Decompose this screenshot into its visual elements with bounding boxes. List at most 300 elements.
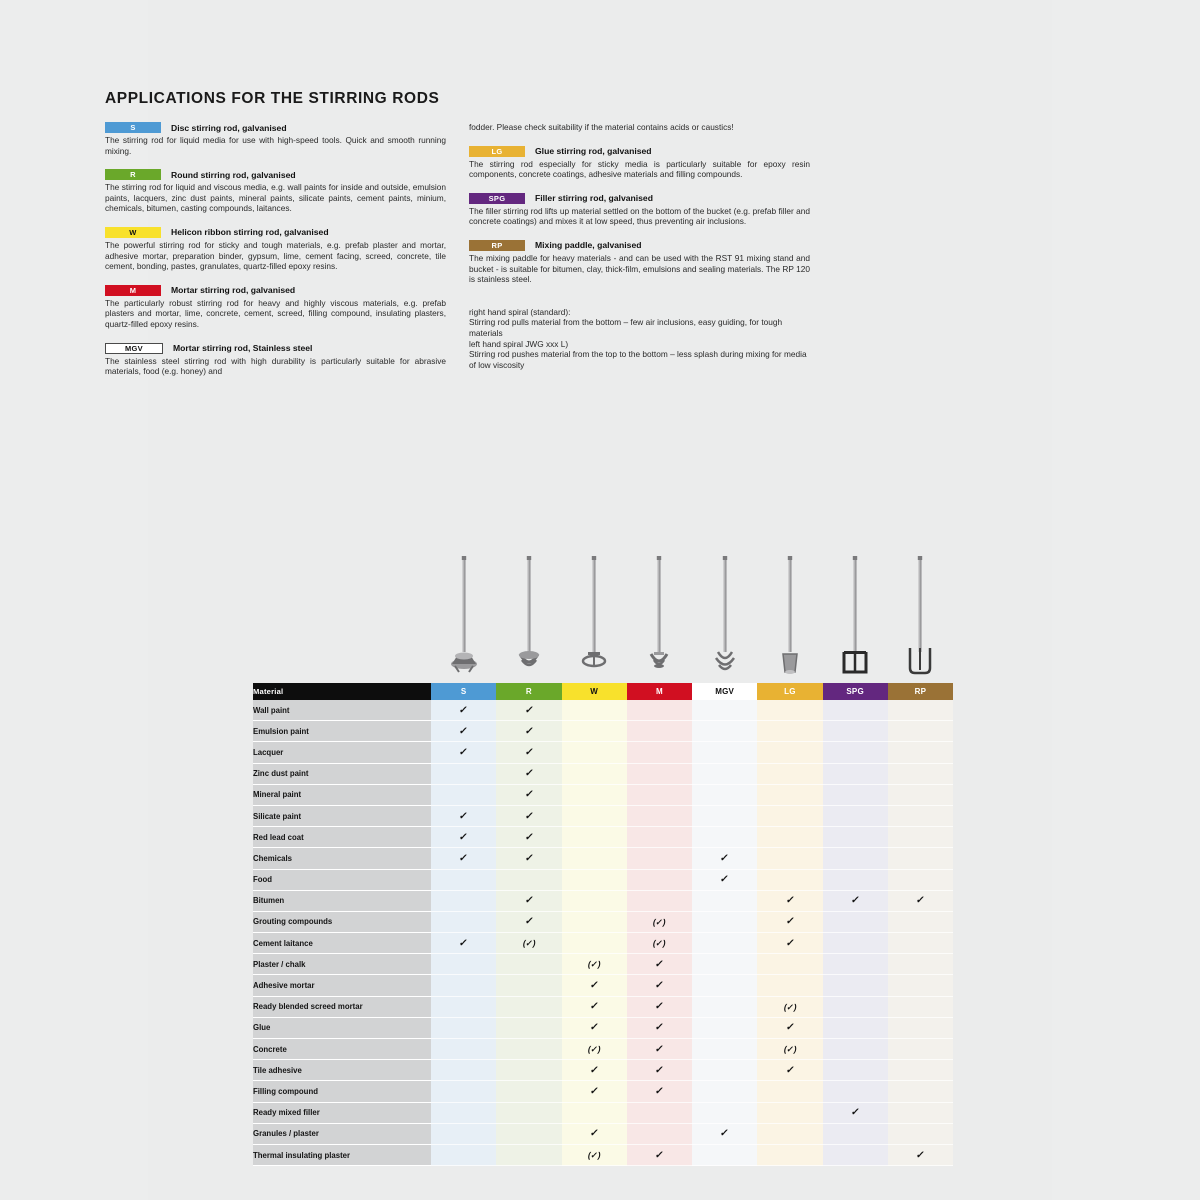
matrix-material-name: Zinc dust paint (253, 763, 431, 784)
legend-badge-mgv: MGV (105, 343, 163, 354)
matrix-cell-spg (823, 911, 888, 932)
rod-rp-illustration (889, 548, 951, 684)
matrix-cell-r (496, 975, 561, 996)
matrix-cell-rp (888, 911, 953, 932)
legend-entry-r (105, 169, 446, 214)
check-icon: ✓ (654, 1064, 665, 1076)
legend-badge-r: R (105, 169, 161, 180)
table-row (253, 1102, 953, 1123)
matrix-cell-mgv (692, 848, 757, 869)
partial-check-icon: (✓) (652, 938, 667, 949)
matrix-cell-s (431, 1144, 496, 1165)
rod-spg-illustration (824, 548, 886, 684)
partial-check-icon: (✓) (586, 1150, 602, 1161)
matrix-cell-spg (823, 848, 888, 869)
rod-r-illustration (498, 548, 560, 684)
legend-column-left (105, 122, 446, 377)
table-row (253, 890, 953, 911)
matrix-cell-w (562, 742, 627, 763)
matrix-material-name: Cement laitance (253, 933, 431, 954)
matrix-cell-w (562, 1102, 627, 1123)
legend-entry-title: Filler stirring rod, galvanised (535, 193, 653, 204)
matrix-material-name: Mineral paint (253, 784, 431, 805)
legend-entry-body: The filler stirring rod lifts up material settled on the bottom of the bucket (e.g. prefab filler and concrete coatings) and mixes it at low speed, thus preventing air inclusions. (469, 205, 810, 227)
matrix-cell-rp (888, 1039, 953, 1060)
check-icon: ✓ (784, 916, 796, 928)
matrix-cell-m (627, 700, 692, 721)
matrix-material-name: Wall paint (253, 700, 431, 721)
matrix-material-name: Glue (253, 1017, 431, 1038)
matrix-cell-m (627, 869, 692, 890)
matrix-cell-spg (823, 933, 888, 954)
matrix-cell-lg (757, 784, 822, 805)
legend-entry-w (105, 227, 446, 272)
matrix-cell-spg (823, 1123, 888, 1144)
matrix-cell-w (562, 784, 627, 805)
matrix-cell-s (431, 742, 496, 763)
matrix-cell-lg (757, 1102, 822, 1123)
matrix-cell-r (496, 763, 561, 784)
partial-check-icon: (✓) (782, 1044, 798, 1055)
matrix-cell-mgv (692, 933, 757, 954)
matrix-cell-m (627, 1123, 692, 1144)
spiral-note-line: Stirring rod pushes material from the top to the bottom – less splash during mixing for media of low viscosity (469, 349, 807, 370)
matrix-cell-s (431, 721, 496, 742)
matrix-cell-rp (888, 975, 953, 996)
matrix-material-name: Ready blended screed mortar (253, 996, 431, 1017)
legend-badge-s: S (105, 122, 161, 133)
matrix-cell-rp (888, 1060, 953, 1081)
matrix-cell-m (627, 1102, 692, 1123)
legend-entry-body: The stirring rod for liquid and viscous media, e.g. wall paints for inside and outside, emulsion paints, lacquers, zinc dust paints, mineral paints, silicate paints, cement paints, minium, chemicals, bitumen, casting compounds, laitances. (105, 182, 446, 214)
matrix-cell-mgv (692, 869, 757, 890)
check-icon: ✓ (719, 1128, 730, 1140)
matrix-material-name: Filling compound (253, 1081, 431, 1102)
matrix-cell-s (431, 1081, 496, 1102)
legend-entry-title: Mortar stirring rod, galvanised (171, 285, 296, 296)
matrix-cell-mgv (692, 700, 757, 721)
table-row (253, 869, 953, 890)
matrix-cell-r (496, 1123, 561, 1144)
check-icon: ✓ (458, 852, 469, 864)
rod-s-illustration (433, 548, 495, 684)
check-icon: ✓ (523, 704, 535, 716)
matrix-cell-mgv (692, 721, 757, 742)
matrix-cell-mgv (692, 742, 757, 763)
partial-check-icon: (✓) (586, 1044, 602, 1055)
matrix-cell-s (431, 933, 496, 954)
rod-mgv-illustration (694, 548, 756, 684)
legend-entry-body: The stirring rod especially for sticky media is particularly suitable for epoxy resin components, concrete coatings, adhesive materials and filling compounds. (469, 158, 810, 180)
matrix-cell-mgv (692, 1060, 757, 1081)
matrix-cell-rp (888, 700, 953, 721)
matrix-cell-rp (888, 954, 953, 975)
matrix-cell-m (627, 1144, 692, 1165)
matrix-cell-m (627, 996, 692, 1017)
matrix-cell-lg (757, 700, 822, 721)
check-icon: ✓ (915, 1149, 926, 1161)
matrix-cell-r (496, 805, 561, 826)
matrix-cell-r (496, 721, 561, 742)
check-icon: ✓ (458, 937, 469, 949)
table-row (253, 848, 953, 869)
matrix-cell-mgv (692, 827, 757, 848)
matrix-cell-w (562, 975, 627, 996)
matrix-cell-spg (823, 805, 888, 826)
matrix-cell-s (431, 827, 496, 848)
matrix-cell-w (562, 933, 627, 954)
spiral-note-line: Stirring rod pulls material from the bottom – few air inclusions, easy guiding, for tough materials (469, 317, 783, 338)
stirring-rod-illustrations (253, 548, 953, 684)
matrix-material-name: Grouting compounds (253, 911, 431, 932)
matrix-cell-w (562, 1017, 627, 1038)
check-icon: ✓ (523, 895, 535, 907)
legend-entry-lg (469, 146, 810, 180)
check-icon: ✓ (589, 1001, 600, 1013)
matrix-cell-m (627, 805, 692, 826)
matrix-cell-w (562, 1123, 627, 1144)
matrix-cell-rp (888, 784, 953, 805)
table-row (253, 700, 953, 721)
matrix-cell-spg (823, 1060, 888, 1081)
matrix-cell-r (496, 911, 561, 932)
legend-entry-header (469, 146, 810, 157)
matrix-material-name: Concrete (253, 1039, 431, 1060)
table-row (253, 911, 953, 932)
matrix-cell-spg (823, 742, 888, 763)
matrix-header-lg: LG (757, 683, 822, 700)
matrix-header-material: Material (253, 683, 431, 700)
matrix-cell-rp (888, 827, 953, 848)
rod-m-illustration (628, 548, 690, 684)
matrix-material-name: Thermal insulating plaster (253, 1144, 431, 1165)
matrix-header-m: M (627, 683, 692, 700)
table-row (253, 1060, 953, 1081)
matrix-cell-spg (823, 1039, 888, 1060)
legend-entry-header (105, 169, 446, 180)
matrix-cell-r (496, 890, 561, 911)
check-icon: ✓ (523, 725, 535, 737)
legend-entry-body: The stainless steel stirring rod with high durability is particularly suitable for abrasive materials, food (e.g. honey) and (105, 355, 446, 377)
matrix-cell-lg (757, 1039, 822, 1060)
matrix-cell-s (431, 848, 496, 869)
matrix-cell-r (496, 1039, 561, 1060)
matrix-material-name: Ready mixed filler (253, 1102, 431, 1123)
matrix-cell-s (431, 975, 496, 996)
table-row (253, 1081, 953, 1102)
matrix-header-mgv: MGV (692, 683, 757, 700)
matrix-material-name: Silicate paint (253, 805, 431, 826)
matrix-cell-s (431, 1039, 496, 1060)
matrix-cell-rp (888, 933, 953, 954)
matrix-cell-lg (757, 763, 822, 784)
matrix-cell-r (496, 827, 561, 848)
legend-entry-title: Disc stirring rod, galvanised (171, 122, 287, 133)
matrix-cell-lg (757, 996, 822, 1017)
check-icon: ✓ (523, 789, 535, 801)
table-row (253, 763, 953, 784)
matrix-cell-lg (757, 848, 822, 869)
table-row (253, 1144, 953, 1165)
matrix-cell-s (431, 784, 496, 805)
matrix-cell-s (431, 1060, 496, 1081)
legend-entry-title: Mixing paddle, galvanised (535, 240, 642, 251)
matrix-cell-r (496, 869, 561, 890)
check-icon: ✓ (850, 895, 861, 907)
matrix-cell-s (431, 700, 496, 721)
matrix-cell-lg (757, 869, 822, 890)
matrix-cell-spg (823, 700, 888, 721)
matrix-cell-lg (757, 742, 822, 763)
matrix-cell-spg (823, 1102, 888, 1123)
matrix-cell-s (431, 1102, 496, 1123)
check-icon: ✓ (850, 1107, 861, 1119)
matrix-cell-spg (823, 975, 888, 996)
legend-entry-header (105, 227, 446, 238)
matrix-cell-m (627, 1017, 692, 1038)
check-icon: ✓ (589, 1128, 600, 1140)
text-content-area (105, 90, 810, 377)
table-row (253, 721, 953, 742)
check-icon: ✓ (654, 980, 665, 992)
matrix-cell-r (496, 742, 561, 763)
table-row (253, 1039, 953, 1060)
matrix-cell-mgv (692, 784, 757, 805)
matrix-cell-w (562, 848, 627, 869)
matrix-cell-mgv (692, 954, 757, 975)
matrix-cell-lg (757, 1123, 822, 1144)
check-icon: ✓ (719, 852, 730, 864)
rod-w-illustration (563, 548, 625, 684)
legend-badge-w: W (105, 227, 161, 238)
matrix-cell-w (562, 1081, 627, 1102)
check-icon: ✓ (523, 852, 535, 864)
spiral-note-line: left hand spiral JWG xxx L) (469, 338, 569, 349)
matrix-cell-r (496, 933, 561, 954)
matrix-cell-r (496, 1081, 561, 1102)
application-matrix-wrap (253, 683, 953, 1166)
matrix-cell-r (496, 784, 561, 805)
legend-entry-body: The mixing paddle for heavy materials - and can be used with the RST 91 mixing stand and bucket - is suitable for bitumen, clay, thick-film, emulsions and sealing materials. The RP 120 is stainless steel. (469, 252, 810, 285)
matrix-material-name: Emulsion paint (253, 721, 431, 742)
matrix-cell-rp (888, 848, 953, 869)
check-icon: ✓ (523, 768, 535, 780)
legend-entry-m (105, 285, 446, 330)
check-icon: ✓ (589, 1085, 600, 1097)
matrix-cell-s (431, 996, 496, 1017)
matrix-cell-spg (823, 827, 888, 848)
matrix-cell-m (627, 954, 692, 975)
matrix-cell-w (562, 996, 627, 1017)
table-row (253, 975, 953, 996)
matrix-cell-rp (888, 869, 953, 890)
matrix-cell-w (562, 1060, 627, 1081)
matrix-cell-m (627, 742, 692, 763)
matrix-cell-m (627, 784, 692, 805)
check-icon: ✓ (458, 725, 469, 737)
partial-check-icon: (✓) (586, 959, 602, 970)
legend-entry-title: Mortar stirring rod, Stainless steel (173, 343, 313, 354)
matrix-cell-mgv (692, 975, 757, 996)
matrix-cell-w (562, 1039, 627, 1060)
table-row (253, 742, 953, 763)
matrix-cell-s (431, 763, 496, 784)
matrix-cell-spg (823, 784, 888, 805)
matrix-cell-w (562, 890, 627, 911)
legend-entry-header (105, 122, 446, 133)
check-icon: ✓ (915, 895, 926, 907)
matrix-cell-w (562, 721, 627, 742)
table-row (253, 784, 953, 805)
legend-badge-rp: RP (469, 240, 525, 251)
matrix-cell-s (431, 1123, 496, 1144)
matrix-cell-lg (757, 1017, 822, 1038)
matrix-cell-mgv (692, 1081, 757, 1102)
matrix-cell-spg (823, 1081, 888, 1102)
table-row (253, 954, 953, 975)
matrix-cell-r (496, 1060, 561, 1081)
matrix-cell-mgv (692, 911, 757, 932)
table-row (253, 996, 953, 1017)
matrix-material-name: Adhesive mortar (253, 975, 431, 996)
matrix-cell-rp (888, 1102, 953, 1123)
legend-entry-rp (469, 240, 810, 285)
partial-check-icon: (✓) (521, 938, 537, 949)
matrix-cell-spg (823, 1017, 888, 1038)
matrix-cell-lg (757, 1144, 822, 1165)
matrix-cell-s (431, 1017, 496, 1038)
matrix-cell-lg (757, 805, 822, 826)
legend-badge-spg: SPG (469, 193, 525, 204)
legend-entry-spg (469, 193, 810, 227)
matrix-header-r: R (496, 683, 561, 700)
matrix-material-name: Lacquer (253, 742, 431, 763)
legend-entry-header (105, 343, 446, 354)
matrix-cell-lg (757, 954, 822, 975)
legend-column-right (469, 122, 810, 377)
check-icon: ✓ (458, 746, 469, 758)
matrix-cell-w (562, 827, 627, 848)
matrix-cell-m (627, 848, 692, 869)
matrix-cell-rp (888, 721, 953, 742)
check-icon: ✓ (654, 958, 665, 970)
legend-badge-m: M (105, 285, 161, 296)
matrix-cell-lg (757, 1081, 822, 1102)
legend-entry-header (105, 285, 446, 296)
matrix-material-name: Red lead coat (253, 827, 431, 848)
check-icon: ✓ (523, 810, 535, 822)
page-title: APPLICATIONS FOR THE STIRRING RODS (105, 90, 440, 107)
matrix-material-name: Bitumen (253, 890, 431, 911)
matrix-cell-lg (757, 975, 822, 996)
matrix-cell-lg (757, 933, 822, 954)
matrix-cell-mgv (692, 763, 757, 784)
legend-entry-mgv (105, 343, 446, 377)
matrix-cell-mgv (692, 805, 757, 826)
check-icon: ✓ (589, 1022, 600, 1034)
matrix-cell-rp (888, 1144, 953, 1165)
check-icon: ✓ (458, 704, 469, 716)
matrix-cell-w (562, 869, 627, 890)
matrix-cell-r (496, 1144, 561, 1165)
matrix-cell-m (627, 827, 692, 848)
matrix-cell-mgv (692, 1123, 757, 1144)
matrix-cell-w (562, 763, 627, 784)
matrix-cell-mgv (692, 890, 757, 911)
matrix-cell-m (627, 975, 692, 996)
check-icon: ✓ (654, 1022, 665, 1034)
matrix-cell-rp (888, 742, 953, 763)
matrix-cell-m (627, 1060, 692, 1081)
matrix-material-name: Granules / plaster (253, 1123, 431, 1144)
matrix-cell-r (496, 700, 561, 721)
matrix-cell-rp (888, 996, 953, 1017)
matrix-header-spg: SPG (823, 683, 888, 700)
matrix-cell-spg (823, 1144, 888, 1165)
matrix-header-rp: RP (888, 683, 953, 700)
legend-entry-body: The particularly robust stirring rod for heavy and highly viscous materials, e.g. prefab plasters and mortar, lime, concrete, cement, screed, filling compound, insulating plasters, quartz-filled epoxy resins. (105, 297, 446, 329)
check-icon: ✓ (784, 895, 796, 907)
check-icon: ✓ (654, 1085, 665, 1097)
matrix-cell-m (627, 763, 692, 784)
matrix-cell-m (627, 911, 692, 932)
check-icon: ✓ (523, 831, 535, 843)
spiral-note-line: right hand spiral (standard): (469, 306, 571, 317)
check-icon: ✓ (589, 980, 600, 992)
legend-badge-lg: LG (469, 146, 525, 157)
matrix-cell-r (496, 1017, 561, 1038)
matrix-cell-m (627, 721, 692, 742)
matrix-cell-rp (888, 805, 953, 826)
matrix-cell-lg (757, 911, 822, 932)
matrix-cell-lg (757, 827, 822, 848)
matrix-cell-s (431, 869, 496, 890)
spiral-direction-notes (469, 307, 810, 371)
check-icon: ✓ (523, 746, 535, 758)
check-icon: ✓ (784, 1022, 796, 1034)
table-row (253, 933, 953, 954)
check-icon: ✓ (654, 1149, 665, 1161)
table-row (253, 805, 953, 826)
matrix-cell-r (496, 954, 561, 975)
matrix-material-name: Chemicals (253, 848, 431, 869)
matrix-cell-spg (823, 869, 888, 890)
matrix-cell-r (496, 848, 561, 869)
legend-entry-body: The stirring rod for liquid media for use with high-speed tools. Quick and smooth running mixing. (105, 135, 446, 156)
legend-entry-title: Helicon ribbon stirring rod, galvanised (171, 227, 329, 238)
matrix-cell-spg (823, 996, 888, 1017)
matrix-cell-w (562, 805, 627, 826)
check-icon: ✓ (458, 810, 469, 822)
table-row (253, 1017, 953, 1038)
matrix-cell-rp (888, 1017, 953, 1038)
table-row (253, 1123, 953, 1144)
matrix-header-row (253, 683, 953, 700)
legend-entry-title: Glue stirring rod, galvanised (535, 146, 652, 157)
matrix-cell-s (431, 805, 496, 826)
matrix-material-name: Tile adhesive (253, 1060, 431, 1081)
check-icon: ✓ (589, 1064, 600, 1076)
matrix-cell-spg (823, 954, 888, 975)
matrix-cell-lg (757, 721, 822, 742)
matrix-cell-s (431, 954, 496, 975)
legend-entry-s (105, 122, 446, 156)
matrix-cell-m (627, 1081, 692, 1102)
application-matrix (253, 683, 953, 1166)
check-icon: ✓ (719, 874, 730, 886)
legend-entry-header (469, 240, 810, 251)
matrix-cell-w (562, 1144, 627, 1165)
